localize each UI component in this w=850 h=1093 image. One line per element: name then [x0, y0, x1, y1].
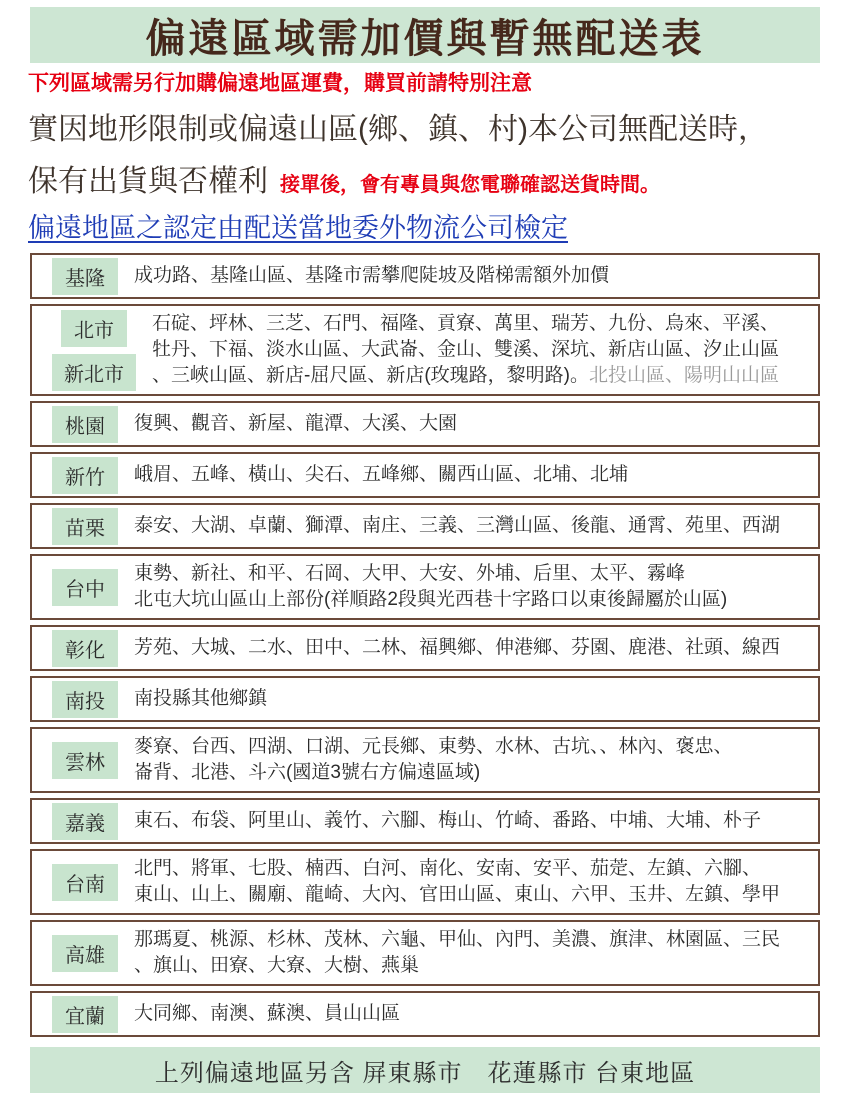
page-title: 偏遠區域需加價與暫無配送表	[145, 16, 705, 61]
table-row	[30, 676, 820, 722]
area-line: 南投縣其他鄉鎮	[134, 688, 268, 709]
area-line: 復興、觀音、新屋、龍潭、大溪、大園	[134, 413, 458, 434]
footer-note: 上列偏遠地區另含 屏東縣市 花蓮縣市 台東地區	[154, 1059, 696, 1087]
title-band	[30, 7, 820, 63]
region-areas	[118, 632, 814, 664]
area-line: 北門、將軍、七股、楠西、白河、南化、安南、安平、茄萣、左鎮、六腳、	[134, 858, 762, 879]
red-warning-text: 下列區域需另行加購偏遠地區運費，購買前請特別注意	[28, 71, 532, 95]
area-line-muted: 北投山區、陽明山山區	[588, 365, 779, 386]
region-label-group	[52, 569, 118, 606]
area-line: 泰安、大湖、卓蘭、獅潭、南庄、三義、三灣山區、後龍、通霄、苑里、西湖	[134, 515, 781, 536]
region-label: 嘉義	[52, 803, 118, 840]
region-label: 新竹	[52, 457, 118, 494]
policy-line-2-main: 保有出貨與否權利	[28, 165, 268, 198]
table-row	[30, 727, 820, 793]
region-areas	[118, 998, 814, 1030]
region-label-group	[52, 935, 118, 972]
blue-certification-note: 偏遠地區之認定由配送當地委外物流公司檢定	[28, 213, 568, 243]
table-row	[30, 253, 820, 299]
policy-line-2-red-note: 接單後，會有專員與您電聯確認送貨時間。	[280, 174, 660, 196]
region-label-group	[52, 310, 136, 391]
region-areas	[118, 853, 814, 911]
region-areas	[118, 558, 814, 616]
region-label-group	[52, 258, 118, 295]
region-label: 桃園	[52, 406, 118, 443]
area-line: 峨眉、五峰、橫山、尖石、五峰鄉、關西山區、北埔、北埔	[134, 464, 629, 485]
policy-line-1: 實因地形限制或偏遠山區(鄉、鎮、村)本公司無配送時，	[28, 113, 768, 146]
area-line: 、旗山、田寮、大寮、大樹、燕巢	[134, 955, 420, 976]
area-line: 那瑪夏、桃源、杉林、茂林、六龜、甲仙、內門、美濃、旗津、林園區、三民	[134, 929, 781, 950]
area-line: 石碇、坪林、三芝、石門、福隆、貢寮、萬里、瑞芳、九份、烏來、平溪、	[152, 313, 780, 334]
region-label: 南投	[52, 681, 118, 718]
region-label-group	[52, 457, 118, 494]
region-label-group	[52, 681, 118, 718]
region-areas	[118, 510, 814, 542]
region-areas	[118, 805, 814, 837]
region-label: 新北市	[52, 354, 136, 391]
footer-band	[30, 1047, 820, 1093]
region-label: 苗栗	[52, 508, 118, 545]
region-label-group	[52, 630, 118, 667]
region-label: 彰化	[52, 630, 118, 667]
region-label-group	[52, 864, 118, 901]
area-line: 芳苑、大城、二水、田中、二林、福興鄉、伸港鄉、芬園、鹿港、社頭、線西	[134, 637, 781, 658]
region-label: 雲林	[52, 742, 118, 779]
area-line: 成功路、基隆山區、基隆市需攀爬陡坡及階梯需額外加價	[134, 265, 610, 286]
area-line: 大同鄉、南澳、蘇澳、員山山區	[134, 1003, 401, 1024]
policy-line-2	[28, 156, 822, 200]
table-row	[30, 401, 820, 447]
region-areas	[136, 308, 814, 392]
table-row	[30, 304, 820, 396]
area-line: 北屯大坑山區山上部份(祥順路2段與光西巷十字路口以東後歸屬於山區)	[134, 589, 728, 610]
region-label-group	[52, 406, 118, 443]
region-label: 宜蘭	[52, 996, 118, 1033]
area-line: 、三峽山區、新店-屈尺區、新店(玫瑰路，黎明路)。北投山區、陽明山山區	[152, 365, 779, 386]
region-areas	[118, 459, 814, 491]
region-label-group	[52, 742, 118, 779]
region-areas	[118, 683, 814, 715]
table-row	[30, 798, 820, 844]
area-line: 東石、布袋、阿里山、義竹、六腳、梅山、竹崎、番路、中埔、大埔、朴子	[134, 810, 762, 831]
region-surcharge-table	[30, 253, 820, 1037]
table-row	[30, 920, 820, 986]
area-line: 東勢、新社、和平、石岡、大甲、大安、外埔、后里、太平、霧峰	[134, 563, 686, 584]
area-line: 崙背、北港、斗六(國道3號右方偏遠區域)	[134, 762, 481, 783]
region-label: 台中	[52, 569, 118, 606]
region-label-group	[52, 996, 118, 1033]
region-label: 高雄	[52, 935, 118, 972]
table-row	[30, 503, 820, 549]
region-areas	[118, 260, 814, 292]
region-label-group	[52, 803, 118, 840]
table-row	[30, 991, 820, 1037]
region-label: 台南	[52, 864, 118, 901]
region-label: 基隆	[52, 258, 118, 295]
table-row	[30, 554, 820, 620]
region-label-group	[52, 508, 118, 545]
table-row	[30, 849, 820, 915]
region-areas	[118, 924, 814, 982]
area-line: 東山、山上、關廟、龍崎、大內、官田山區、東山、六甲、玉井、左鎮、學甲	[134, 884, 781, 905]
area-line: 牡丹、下福、淡水山區、大武崙、金山、雙溪、深坑、新店山區、汐止山區	[152, 339, 780, 360]
table-row	[30, 625, 820, 671]
area-line: 麥寮、台西、四湖、口湖、元長鄉、東勢、水林、古坑、、林內、褒忠、	[134, 736, 733, 757]
table-row	[30, 452, 820, 498]
region-areas	[118, 408, 814, 440]
region-areas	[118, 731, 814, 789]
region-label: 北市	[61, 310, 127, 347]
